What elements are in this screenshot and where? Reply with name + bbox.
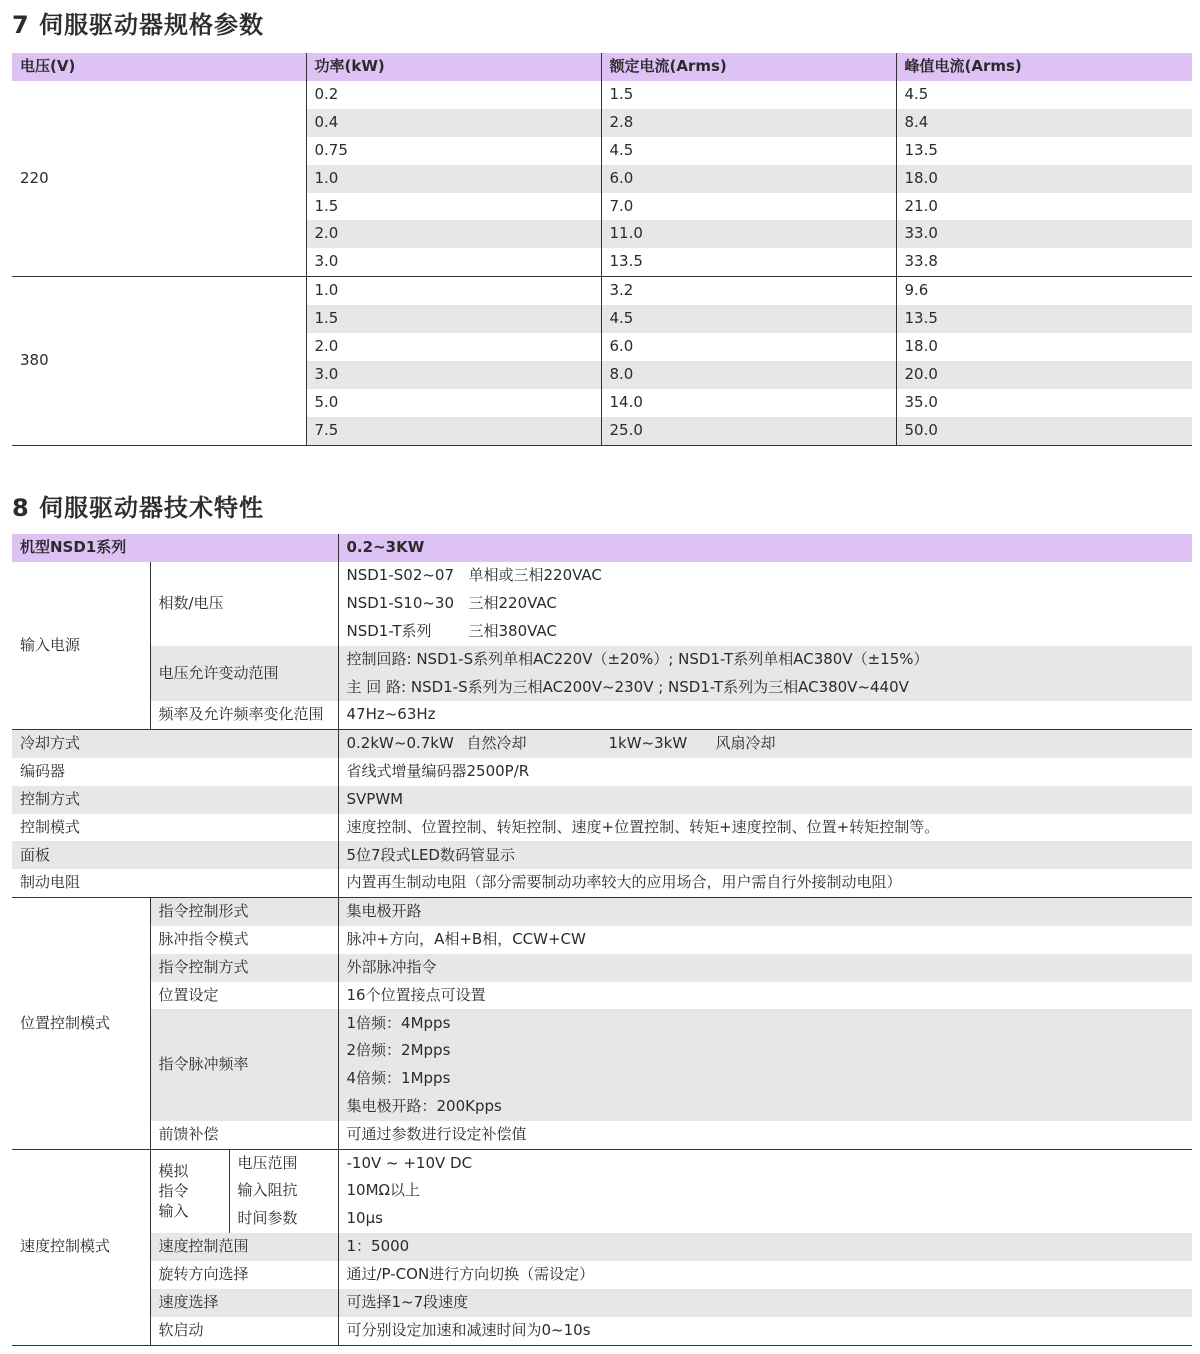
peak-current-cell: 33.8: [896, 248, 1192, 276]
speed-row-label: 速度控制范围: [150, 1233, 338, 1261]
voltage-cell: 220: [12, 81, 306, 277]
phase-voltage-line: NSD1-T系列 三相380VAC: [338, 618, 1192, 646]
position-row-value: 集电极开路: [338, 898, 1192, 926]
header-range: 0.2~3KW: [338, 534, 1192, 562]
position-mode-label: 位置控制模式: [12, 898, 150, 1150]
analog-row-label: 输入阻抗: [229, 1177, 338, 1205]
simple-row-value: SVPWM: [338, 786, 1192, 814]
voltage-cell: 380: [12, 277, 306, 445]
speed-row-value: 通过/P-CON进行方向切换（需设定）: [338, 1261, 1192, 1289]
rated-current-cell: 11.0: [601, 220, 896, 248]
cooling-label: 冷却方式: [12, 730, 338, 758]
phase-voltage-line: NSD1-S10~30 三相220VAC: [338, 590, 1192, 618]
simple-row-label: 面板: [12, 841, 338, 869]
frequency-value: 47Hz~63Hz: [338, 701, 1192, 729]
rated-current-cell: 3.2: [601, 277, 896, 305]
section-8-title: 8 伺服驱动器技术特性: [12, 494, 265, 522]
feature-table: [12, 534, 1192, 1346]
power-cell: 2.0: [306, 333, 601, 361]
position-row-label: 位置设定: [150, 982, 338, 1010]
analog-row-value: 10μs: [338, 1205, 1192, 1233]
speed-mode-label: 速度控制模式: [12, 1149, 150, 1345]
simple-row-value: 速度控制、位置控制、转矩控制、速度+位置控制、转矩+速度控制、位置+转矩控制等。: [338, 814, 1192, 842]
voltage-tolerance-line: 主 回 路: NSD1-S系列为三相AC200V~230V ; NSD1-T系列为三相AC380V~440V: [338, 673, 1192, 701]
voltage-tolerance-label: 电压允许变动范围: [150, 646, 338, 702]
spec-header-row: [12, 53, 1192, 81]
speed-row-label: 旋转方向选择: [150, 1261, 338, 1289]
spec-table: [12, 53, 1192, 446]
rated-current-cell: 8.0: [601, 361, 896, 389]
position-row-label: 脉冲指令模式: [150, 926, 338, 954]
power-cell: 7.5: [306, 417, 601, 445]
analog-input-label: 模拟 指令 输入: [150, 1149, 229, 1233]
power-cell: 3.0: [306, 248, 601, 276]
rated-current-cell: 25.0: [601, 417, 896, 445]
rated-current-cell: 2.8: [601, 109, 896, 137]
pulse-freq-line: 1倍频：4Mpps: [338, 1009, 1192, 1037]
power-cell: 2.0: [306, 220, 601, 248]
feedforward-value: 可通过参数进行设定补偿值: [338, 1121, 1192, 1149]
simple-row-value: 内置再生制动电阻（部分需要制动功率较大的应用场合，用户需自行外接制动电阻）: [338, 869, 1192, 897]
cooling-value: 0.2kW~0.7kW 自然冷却 1kW~3kW 风扇冷却: [338, 730, 1192, 758]
rated-current-cell: 4.5: [601, 137, 896, 165]
rated-current-cell: 6.0: [601, 333, 896, 361]
peak-current-cell: 13.5: [896, 305, 1192, 333]
spec-row: [12, 277, 1192, 305]
analog-row-label: 时间参数: [229, 1205, 338, 1233]
header-rated-current: 额定电流(Arms): [601, 53, 896, 81]
rated-current-cell: 4.5: [601, 305, 896, 333]
speed-row-value: 1：5000: [338, 1233, 1192, 1261]
peak-current-cell: 21.0: [896, 193, 1192, 221]
peak-current-cell: 9.6: [896, 277, 1192, 305]
header-power: 功率(kW): [306, 53, 601, 81]
feature-header-row: [12, 534, 1192, 562]
feedforward-label: 前馈补偿: [150, 1121, 338, 1149]
power-cell: 0.75: [306, 137, 601, 165]
rated-current-cell: 13.5: [601, 248, 896, 276]
position-row-label: 指令控制形式: [150, 898, 338, 926]
position-row-label: 指令控制方式: [150, 954, 338, 982]
peak-current-cell: 50.0: [896, 417, 1192, 445]
power-cell: 0.4: [306, 109, 601, 137]
speed-row-label: 速度选择: [150, 1289, 338, 1317]
frequency-label: 频率及允许频率变化范围: [150, 701, 338, 729]
simple-row-label: 制动电阻: [12, 869, 338, 897]
simple-row-label: 控制模式: [20, 817, 81, 836]
peak-current-cell: 8.4: [896, 109, 1192, 137]
section-7-title: 7 伺服驱动器规格参数: [12, 11, 265, 39]
phase-voltage-line: NSD1-S02~07 单相或三相220VAC: [338, 562, 1192, 590]
simple-row-value: 5位7段式LED数码管显示: [338, 841, 1192, 869]
pulse-freq-line: 2倍频：2Mpps: [338, 1037, 1192, 1065]
analog-row-label: 电压范围: [229, 1149, 338, 1177]
voltage-tolerance-line: 控制回路: NSD1-S系列单相AC220V（±20%）; NSD1-T系列单相AC380V（±15%）: [338, 646, 1192, 674]
pulse-freq-line: 4倍频：1Mpps: [338, 1065, 1192, 1093]
speed-row-value: 可分别设定加速和减速时间为0~10s: [338, 1317, 1192, 1345]
analog-row-value: -10V ~ +10V DC: [338, 1149, 1192, 1177]
header-voltage: 电压(V): [12, 53, 306, 81]
peak-current-cell: 13.5: [896, 137, 1192, 165]
spec-row: [12, 81, 1192, 109]
header-peak-current: 峰值电流(Arms): [896, 53, 1192, 81]
peak-current-cell: 18.0: [896, 333, 1192, 361]
pulse-freq-label: 指令脉冲频率: [150, 1009, 338, 1121]
peak-current-cell: 4.5: [896, 81, 1192, 109]
position-row-value: 外部脉冲指令: [338, 954, 1192, 982]
simple-row-label: 控制方式: [12, 786, 338, 814]
input-power-label: 输入电源: [12, 562, 150, 730]
position-row-value: 脉冲+方向，A相+B相，CCW+CW: [338, 926, 1192, 954]
analog-row-value: 10MΩ以上: [338, 1177, 1192, 1205]
rated-current-cell: 7.0: [601, 193, 896, 221]
simple-row-value: 省线式增量编码器2500P/R: [338, 758, 1192, 786]
simple-row-label: 编码器: [20, 761, 66, 780]
peak-current-cell: 20.0: [896, 361, 1192, 389]
power-cell: 5.0: [306, 389, 601, 417]
rated-current-cell: 14.0: [601, 389, 896, 417]
speed-row-value: 可选择1~7段速度: [338, 1289, 1192, 1317]
phase-voltage-label: 相数/电压: [150, 562, 338, 646]
position-row-value: 16个位置接点可设置: [338, 982, 1192, 1010]
peak-current-cell: 18.0: [896, 165, 1192, 193]
rated-current-cell: 6.0: [601, 165, 896, 193]
power-cell: 0.2: [306, 81, 601, 109]
header-model: 机型NSD1系列: [12, 534, 338, 562]
pulse-freq-line: 集电极开路：200Kpps: [338, 1093, 1192, 1121]
peak-current-cell: 33.0: [896, 220, 1192, 248]
power-cell: 1.0: [306, 277, 601, 305]
power-cell: 1.5: [306, 193, 601, 221]
rated-current-cell: 1.5: [601, 81, 896, 109]
power-cell: 3.0: [306, 361, 601, 389]
power-cell: 1.0: [306, 165, 601, 193]
peak-current-cell: 35.0: [896, 389, 1192, 417]
speed-row-label: 软启动: [150, 1317, 338, 1345]
power-cell: 1.5: [306, 305, 601, 333]
